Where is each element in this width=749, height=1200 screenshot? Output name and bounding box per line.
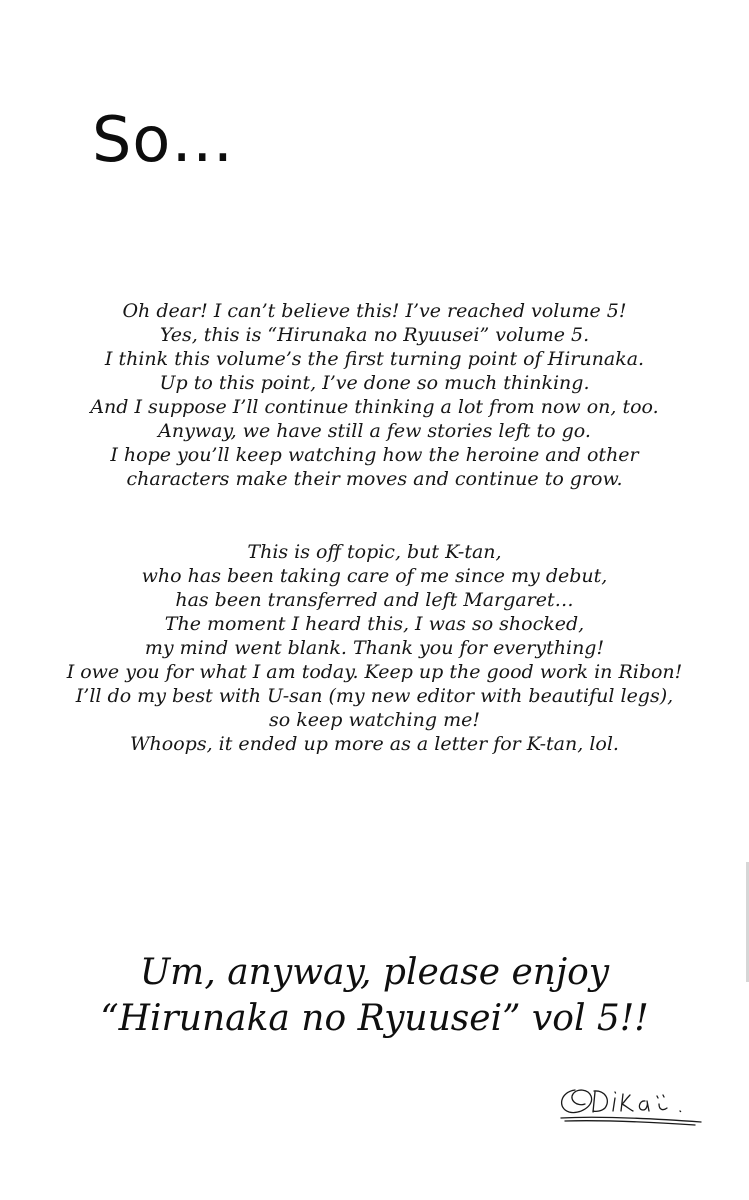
text-line: so keep watching me! [269, 709, 480, 731]
text-line: Whoops, it ended up more as a letter for K-tan, lol. [130, 733, 619, 755]
text-line: I owe you for what I am today. Keep up the good work in Ribon! [66, 661, 683, 683]
handwritten-signature-icon [555, 1080, 705, 1130]
text-line: The moment I heard this, I was so shocked, [164, 613, 585, 635]
text-line: And I suppose I’ll continue thinking a lot from now on, too. [90, 396, 659, 418]
text-line: has been transferred and left Margaret… [175, 589, 574, 611]
text-line: This is off topic, but K-tan, [247, 541, 502, 563]
text-line: Oh dear! I can’t believe this! I’ve reached volume 5! [122, 300, 627, 322]
closing-line: “Hirunaka no Ryuusei” vol 5!! [100, 998, 649, 1039]
closing-line: Um, anyway, please enjoy [139, 952, 610, 993]
text-line: my mind went blank. Thank you for everything! [144, 637, 605, 659]
text-line: Up to this point, I’ve done so much thinking. [159, 372, 590, 394]
text-line: Anyway, we have still a few stories left to go. [158, 420, 591, 442]
text-line: I hope you’ll keep watching how the heroine and other [110, 444, 639, 466]
closing-message [0, 950, 749, 1042]
paragraph-volume-notes [0, 299, 749, 491]
text-line: I’ll do my best with U-san (my new editor with beautiful legs), [75, 685, 674, 707]
page-heading: So… [92, 103, 235, 176]
text-line: who has been taking care of me since my debut, [141, 565, 608, 587]
text-line: Yes, this is “Hirunaka no Ryuusei” volume 5. [159, 324, 590, 346]
text-line: characters make their moves and continue to grow. [126, 468, 623, 490]
paragraph-editor-letter [0, 540, 749, 756]
text-line: I think this volume’s the first turning point of Hirunaka. [104, 348, 645, 370]
